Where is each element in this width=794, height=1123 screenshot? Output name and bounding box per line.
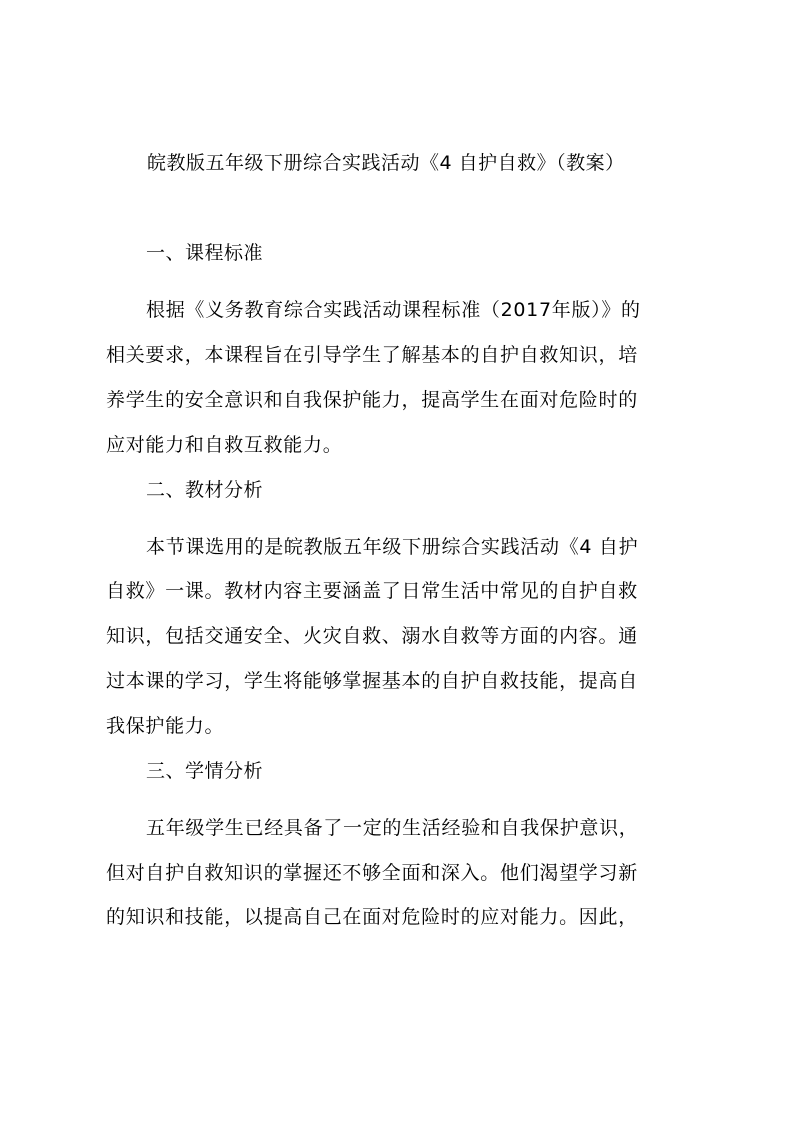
paragraph-line: 应对能力和自救互救能力。 bbox=[106, 434, 343, 456]
section-heading-student-analysis: 三、学情分析 bbox=[146, 760, 264, 782]
paragraph-line: 但对自护自救知识的掌握还不够全面和深入。他们渴望学习新 bbox=[106, 862, 638, 884]
paragraph-line: 知识，包括交通安全、火灾自救、溺水自救等方面的内容。通 bbox=[106, 625, 638, 647]
section-heading-textbook-analysis: 二、教材分析 bbox=[146, 479, 264, 501]
paragraph-line: 养学生的安全意识和自我保护能力，提高学生在面对危险时的 bbox=[106, 389, 638, 411]
paragraph-line: 本节课选用的是皖教版五年级下册综合实践活动《4 自护 bbox=[146, 536, 639, 558]
paragraph-line: 过本课的学习，学生将能够掌握基本的自护自救技能，提高自 bbox=[106, 670, 638, 692]
paragraph-line: 根据《义务教育综合实践活动课程标准（2017年版）》的 bbox=[146, 299, 641, 321]
paragraph-line: 我保护能力。 bbox=[106, 715, 225, 737]
paragraph-line: 的知识和技能，以提高自己在面对危险时的应对能力。因此， bbox=[106, 906, 638, 928]
paragraph-line: 自救》一课。教材内容主要涵盖了日常生活中常见的自护自救 bbox=[106, 580, 638, 602]
paragraph-line: 相关要求，本课程旨在引导学生了解基本的自护自救知识，培 bbox=[106, 344, 638, 366]
document-title: 皖教版五年级下册综合实践活动《4 自护自救》（教案） bbox=[147, 152, 625, 174]
paragraph-line: 五年级学生已经具备了一定的生活经验和自我保护意识， bbox=[146, 817, 639, 839]
section-heading-curriculum-standard: 一、课程标准 bbox=[146, 242, 264, 264]
